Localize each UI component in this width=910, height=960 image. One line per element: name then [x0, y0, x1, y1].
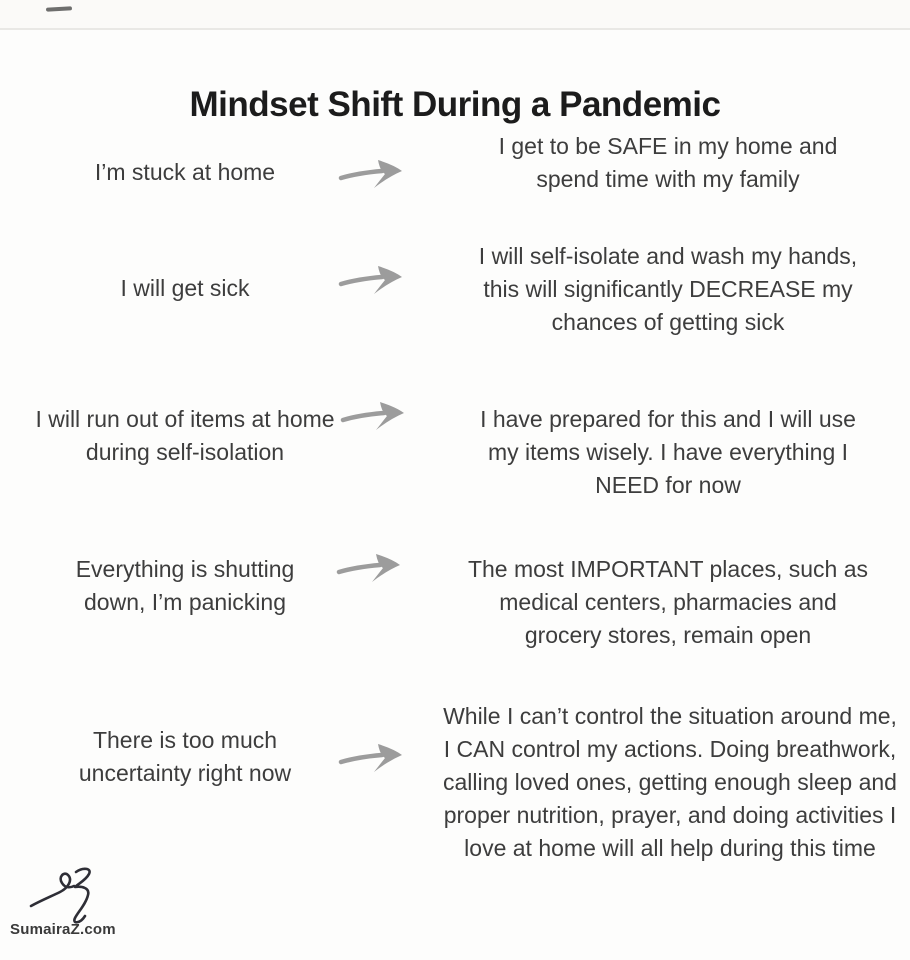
positive-reframe: I get to be SAFE in my home and spend time with my family: [498, 133, 838, 192]
arrow-right-icon: [334, 548, 412, 588]
negative-thought: There is too much uncertainty right now: [78, 727, 292, 786]
watermark-text: SumairaZ.com: [10, 921, 116, 938]
dash-mark-icon: [46, 6, 72, 11]
arrow-right-icon: [338, 396, 416, 436]
positive-reframe: I have prepared for this and I will use my items wisely. I have everything I NEED for now: [480, 406, 856, 498]
positive-reframe: While I can’t control the situation around me, I CAN control my actions. Doing breathwork, calling loved ones, getting enough sleep and proper nutrition, prayer, and doing activities I love at home will all help during this time: [443, 703, 897, 861]
signature-icon: [28, 860, 112, 926]
negative-thought: Everything is shutting down, I’m panicking: [75, 556, 295, 615]
negative-thought: I will run out of items at home during self-isolation: [35, 406, 335, 465]
arrow-right-icon: [336, 154, 414, 194]
positive-reframe: The most IMPORTANT places, such as medical centers, pharmacies and grocery stores, remain open: [467, 556, 869, 648]
negative-thought: I will get sick: [120, 275, 250, 301]
arrow-right-icon: [336, 738, 414, 778]
top-strip: [0, 0, 910, 30]
positive-reframe: I will self-isolate and wash my hands, this will significantly DECREASE my chances of getting sick: [478, 243, 858, 335]
arrow-right-icon: [336, 260, 414, 300]
page-title: Mindset Shift During a Pandemic: [189, 85, 721, 125]
negative-thought: I’m stuck at home: [94, 159, 276, 185]
